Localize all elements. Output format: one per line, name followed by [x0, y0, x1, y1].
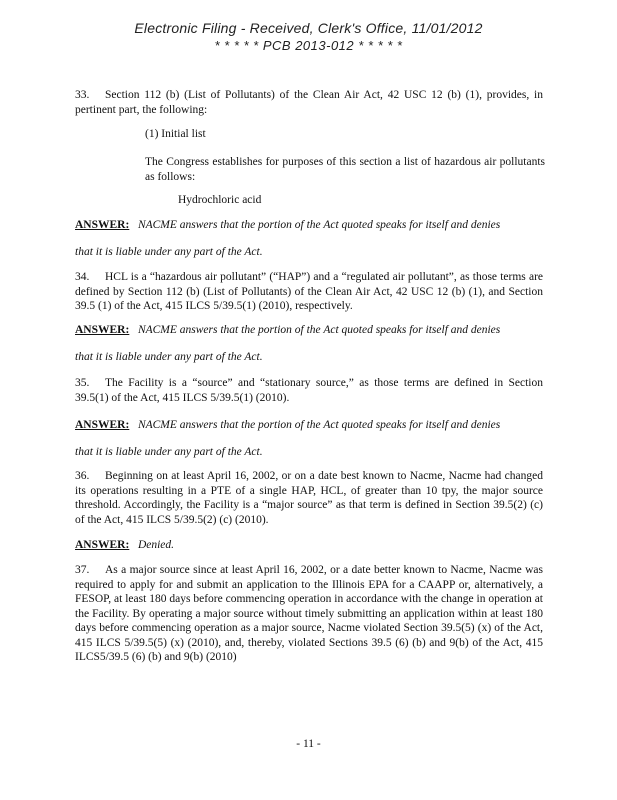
paragraph-36	[75, 469, 543, 527]
filing-stamp-line2: * * * * * PCB 2013-012 * * * * *	[214, 38, 403, 53]
answer-34	[75, 323, 543, 338]
answer-34-continued: that it is liable under any part of the Act.	[75, 351, 263, 363]
paragraph-number: 33.	[75, 89, 90, 101]
answer-36	[75, 538, 543, 553]
answer-label: ANSWER:	[75, 219, 130, 231]
page-number: - 11 -	[296, 738, 321, 750]
paragraph-37	[75, 563, 543, 665]
paragraph-text: Section 112 (b) (List of Pollutants) of the Clean Air Act, 42 USC 12 (b) (1), provides, in pertinent part, the following:	[75, 89, 543, 116]
paragraph-text: The Facility is a “source” and “stationary source,” as those terms are defined in Section 39.5(1) of the Act, 415 ILCS 5/39.5(1) (2010).	[75, 377, 543, 404]
answer-text: NACME answers that the portion of the Act quoted speaks for itself and denies	[137, 324, 501, 336]
quote-congress-list: The Congress establishes for purposes of this section a list of hazardous air pollutants as follows:	[145, 156, 545, 183]
quote-initial-list: (1) Initial list	[145, 128, 206, 140]
answer-text: NACME answers that the portion of the Act quoted speaks for itself and denies	[137, 219, 501, 231]
paragraph-text: As a major source since at least April 16, 2002, or a date better known to Nacme, Nacme was required to apply for and submit an application to the Illinois EPA for a CAAPP or, alternatively, a FESOP, at least 180 days before commencing operation in accordance with the change in operation at the Facility. By operating a major source without timely submitting an application within at least 180 days before commencing operation as a major source, Nacme violated Section 39.5(5) (x) of the Act, 415 ILCS 5/39.5(5) (x) (2010), and, thereby, violated Sections 39.5 (6) (b) and 9(b) of the Act, 415 ILCS5/39.5 (6) (b) and 9(b) (2010)	[75, 564, 543, 663]
answer-text: NACME answers that the portion of the Act quoted speaks for itself and denies	[137, 419, 501, 431]
paragraph-number: 35.	[75, 377, 90, 389]
paragraph-number: 37.	[75, 564, 90, 576]
paragraph-number: 34.	[75, 271, 90, 283]
answer-label: ANSWER:	[75, 539, 130, 551]
paragraph-35	[75, 376, 543, 405]
paragraph-33	[75, 88, 543, 117]
answer-label: ANSWER:	[75, 419, 130, 431]
paragraph-text: Beginning on at least April 16, 2002, or on a date best known to Nacme, Nacme had changed its operations resulting in a PTE of a single HAP, HCL, of greater than 10 tpy, the major source threshold. Accordingly, the Facility is a “major source” as that term is defined in Section 39.5(2) (c) of the Act, 415 ILCS 5/39.5(2) (c) (2010).	[75, 470, 543, 526]
answer-33-continued: that it is liable under any part of the Act.	[75, 246, 263, 258]
answer-33	[75, 218, 543, 233]
answer-text: Denied.	[137, 539, 175, 551]
paragraph-text: HCL is a “hazardous air pollutant” (“HAP”) and a “regulated air pollutant”, as those terms are defined by Section 112 (b) (List of Pollutants) of the Clean Air Act, 42 USC 12 (b) (1), and Section 39.5 (1) of the Act, 415 ILCS 5/39.5(1) (2010), respectively.	[75, 271, 543, 312]
quote-hydrochloric-acid: Hydrochloric acid	[178, 194, 262, 206]
paragraph-number: 36.	[75, 470, 90, 482]
paragraph-34	[75, 270, 543, 314]
answer-label: ANSWER:	[75, 324, 130, 336]
answer-35	[75, 418, 543, 433]
filing-stamp-line1: Electronic Filing - Received, Clerk's Office, 11/01/2012	[134, 20, 483, 36]
answer-35-continued: that it is liable under any part of the Act.	[75, 446, 263, 458]
